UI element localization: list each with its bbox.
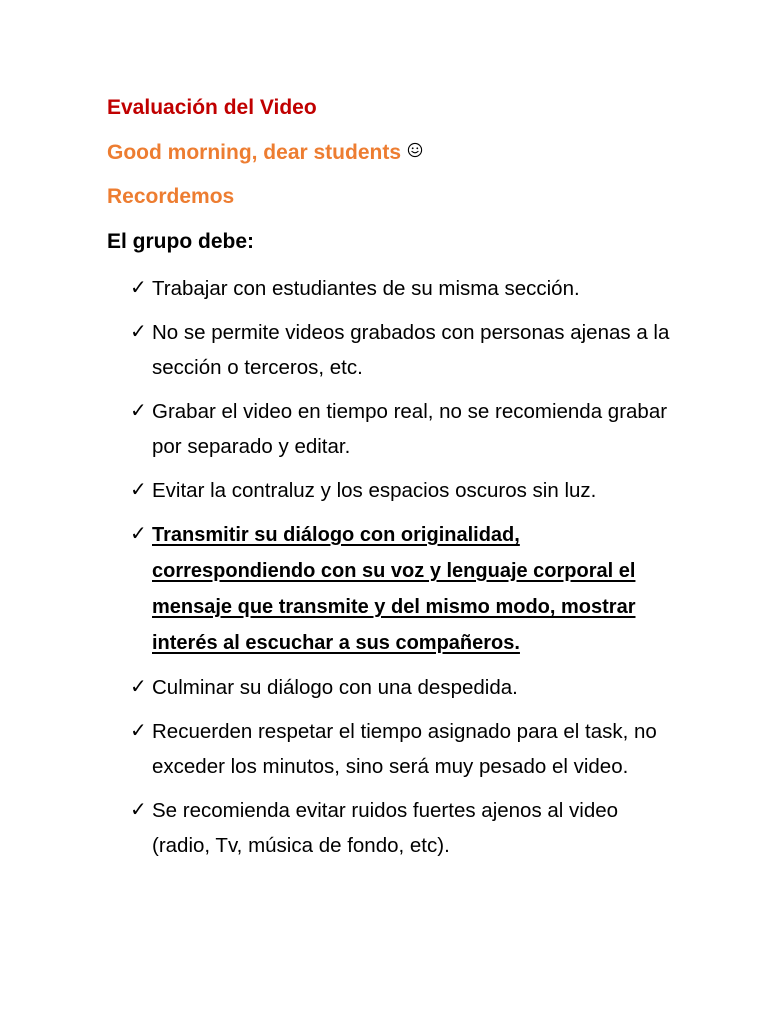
list-item [130,793,670,863]
document-title [107,95,317,121]
checkmark-icon: ✓ [130,523,147,545]
list-item-text: Transmitir su diálogo con originalidad, correspondiendo con su voz y lenguaje corporal el mensaje que transmite y del mismo modo, mostrar interés al escuchar a sus compañeros. [152,524,636,654]
checkmark-icon: ✓ [130,479,147,501]
checkmark-icon: ✓ [130,799,147,821]
greeting-heading [107,140,423,166]
checkmark-icon: ✓ [130,277,147,299]
list-item-text: Recuerden respetar el tiempo asignado para el task, no exceder los minutos, sino será muy pesado el video. [152,720,657,778]
smiley-icon [407,139,423,165]
recall-text: Recordemos [107,185,235,208]
checkmark-icon: ✓ [130,720,147,742]
checkmark-icon: ✓ [130,321,147,343]
greeting-text: Good morning, dear students [107,141,402,164]
requirements-checklist [130,271,670,872]
list-item-text: Grabar el video en tiempo real, no se recomienda grabar por separado y editar. [152,400,668,458]
list-item [130,473,670,508]
group-heading-text: El grupo debe: [107,230,254,253]
checkmark-icon: ✓ [130,400,147,422]
list-item-text: Trabajar con estudiantes de su misma sección. [152,277,580,300]
list-item-emphasized [130,517,670,661]
recall-heading [107,184,234,210]
list-item-text: Culminar su diálogo con una despedida. [152,676,518,699]
group-heading [107,229,254,255]
list-item [130,271,670,306]
list-item-text: Se recomienda evitar ruidos fuertes ajenos al video (radio, Tv, música de fondo, etc). [152,799,619,857]
list-item [130,315,670,385]
list-item [130,394,670,464]
list-item-text: Evitar la contraluz y los espacios oscuros sin luz. [152,479,597,502]
list-item [130,670,670,705]
checkmark-icon: ✓ [130,676,147,698]
list-item-text: No se permite videos grabados con personas ajenas a la sección o terceros, etc. [152,321,670,379]
list-item [130,714,670,784]
title-text: Evaluación del Video [107,96,317,119]
